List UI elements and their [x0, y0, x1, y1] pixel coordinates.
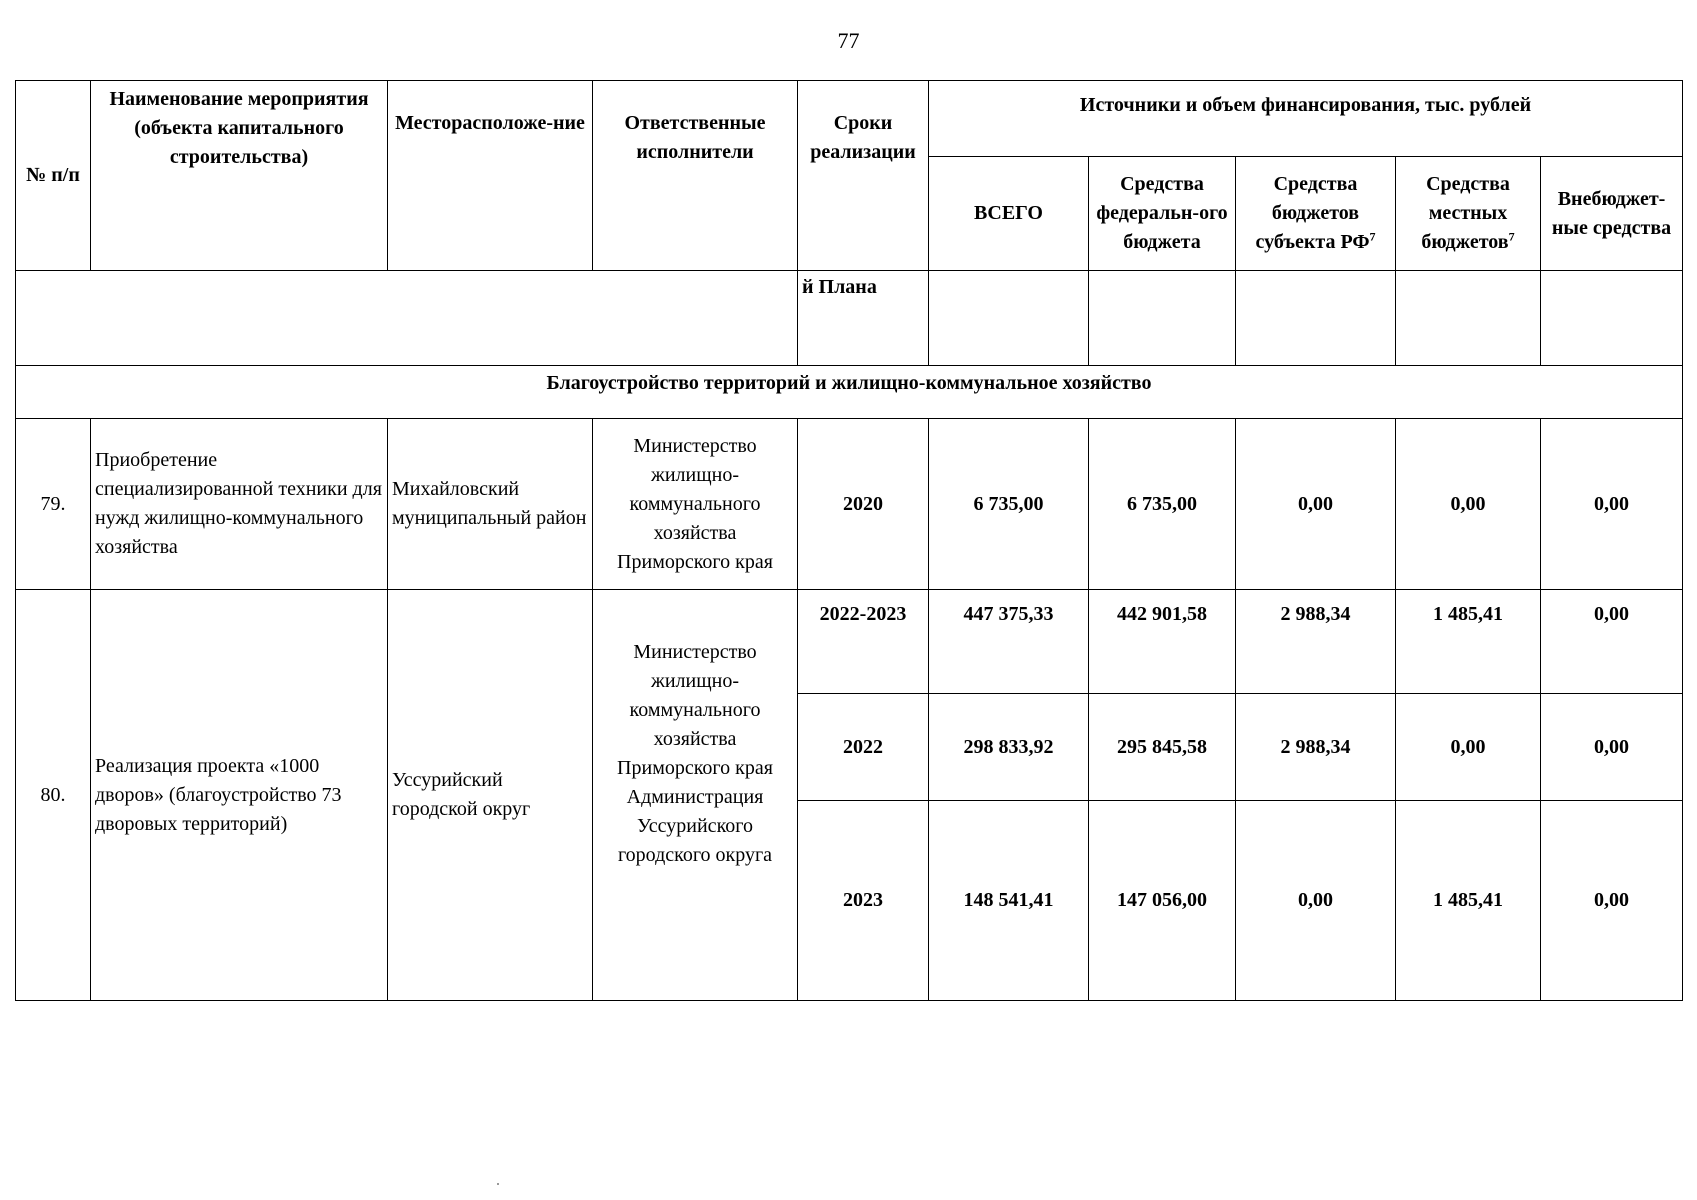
row-federal: 6 735,00	[1089, 419, 1236, 590]
row-term: 2020	[798, 419, 929, 590]
row-subject: 2 988,34	[1236, 590, 1396, 694]
row-term: 2022-2023	[798, 590, 929, 694]
plan-row-empty	[16, 271, 798, 366]
row-num: 79.	[16, 419, 91, 590]
row-subject: 0,00	[1236, 419, 1396, 590]
header-responsible: Ответственные исполнители	[593, 81, 798, 271]
plan-row-cell	[1236, 271, 1396, 366]
row-total: 6 735,00	[929, 419, 1089, 590]
table-row	[16, 419, 1683, 590]
row-total: 148 541,41	[929, 801, 1089, 1001]
header-financing: Источники и объем финансирования, тыс. рублей	[929, 81, 1683, 157]
row-extra: 0,00	[1541, 419, 1683, 590]
row-name: Приобретение специализированной техники для нужд жилищно-коммунального хозяйства	[91, 419, 388, 590]
header-location: Месторасположе-ние	[388, 81, 593, 271]
row-local: 0,00	[1396, 694, 1541, 801]
section-title: Благоустройство территорий и жилищно-коммунальное хозяйство	[16, 366, 1683, 419]
row-local: 1 485,41	[1396, 801, 1541, 1001]
row-term: 2023	[798, 801, 929, 1001]
header-local: Средства местных бюджетов$^7$	[1396, 157, 1541, 271]
row-responsible: Министерство жилищно-коммунального хозяйства Приморского края	[593, 419, 798, 590]
row-federal: 295 845,58	[1089, 694, 1236, 801]
header-extra: Внебюджет-ные средства	[1541, 157, 1683, 271]
row-local: 0,00	[1396, 419, 1541, 590]
financing-table	[15, 80, 1683, 1001]
header-name: Наименование мероприятия (объекта капитального строительства)	[91, 81, 388, 271]
row-location: Уссурийский городской округ	[388, 590, 593, 1001]
plan-row-cell	[1541, 271, 1683, 366]
row-location: Михайловский муниципальный район	[388, 419, 593, 590]
plan-row-cell	[929, 271, 1089, 366]
row-extra: 0,00	[1541, 801, 1683, 1001]
row-federal: 442 901,58	[1089, 590, 1236, 694]
row-total: 298 833,92	[929, 694, 1089, 801]
row-total: 447 375,33	[929, 590, 1089, 694]
row-name: Реализация проекта «1000 дворов» (благоустройство 73 дворовых территорий)	[91, 590, 388, 1001]
row-local: 1 485,41	[1396, 590, 1541, 694]
row-responsible: Министерство жилищно-коммунального хозяйства Приморского края Администрация Уссурийского городского округа	[593, 590, 798, 1001]
header-federal: Средства федеральн-ого бюджета	[1089, 157, 1236, 271]
row-subject: 0,00	[1236, 801, 1396, 1001]
row-num: 80.	[16, 590, 91, 1001]
row-term: 2022	[798, 694, 929, 801]
scan-speck	[497, 1183, 499, 1185]
row-federal: 147 056,00	[1089, 801, 1236, 1001]
table-row	[16, 590, 1683, 694]
header-subject: Средства бюджетов субъекта $РФ^7$	[1236, 157, 1396, 271]
header-total: ВСЕГО	[929, 157, 1089, 271]
page-number: 77	[837, 28, 860, 53]
plan-row-cell	[1396, 271, 1541, 366]
header-terms: Сроки реализации	[798, 81, 929, 271]
row-subject: 2 988,34	[1236, 694, 1396, 801]
row-extra: 0,00	[1541, 694, 1683, 801]
row-extra: 0,00	[1541, 590, 1683, 694]
plan-row-label: й Плана	[798, 271, 929, 366]
header-num: № п/п	[16, 81, 91, 271]
plan-row-cell	[1089, 271, 1236, 366]
